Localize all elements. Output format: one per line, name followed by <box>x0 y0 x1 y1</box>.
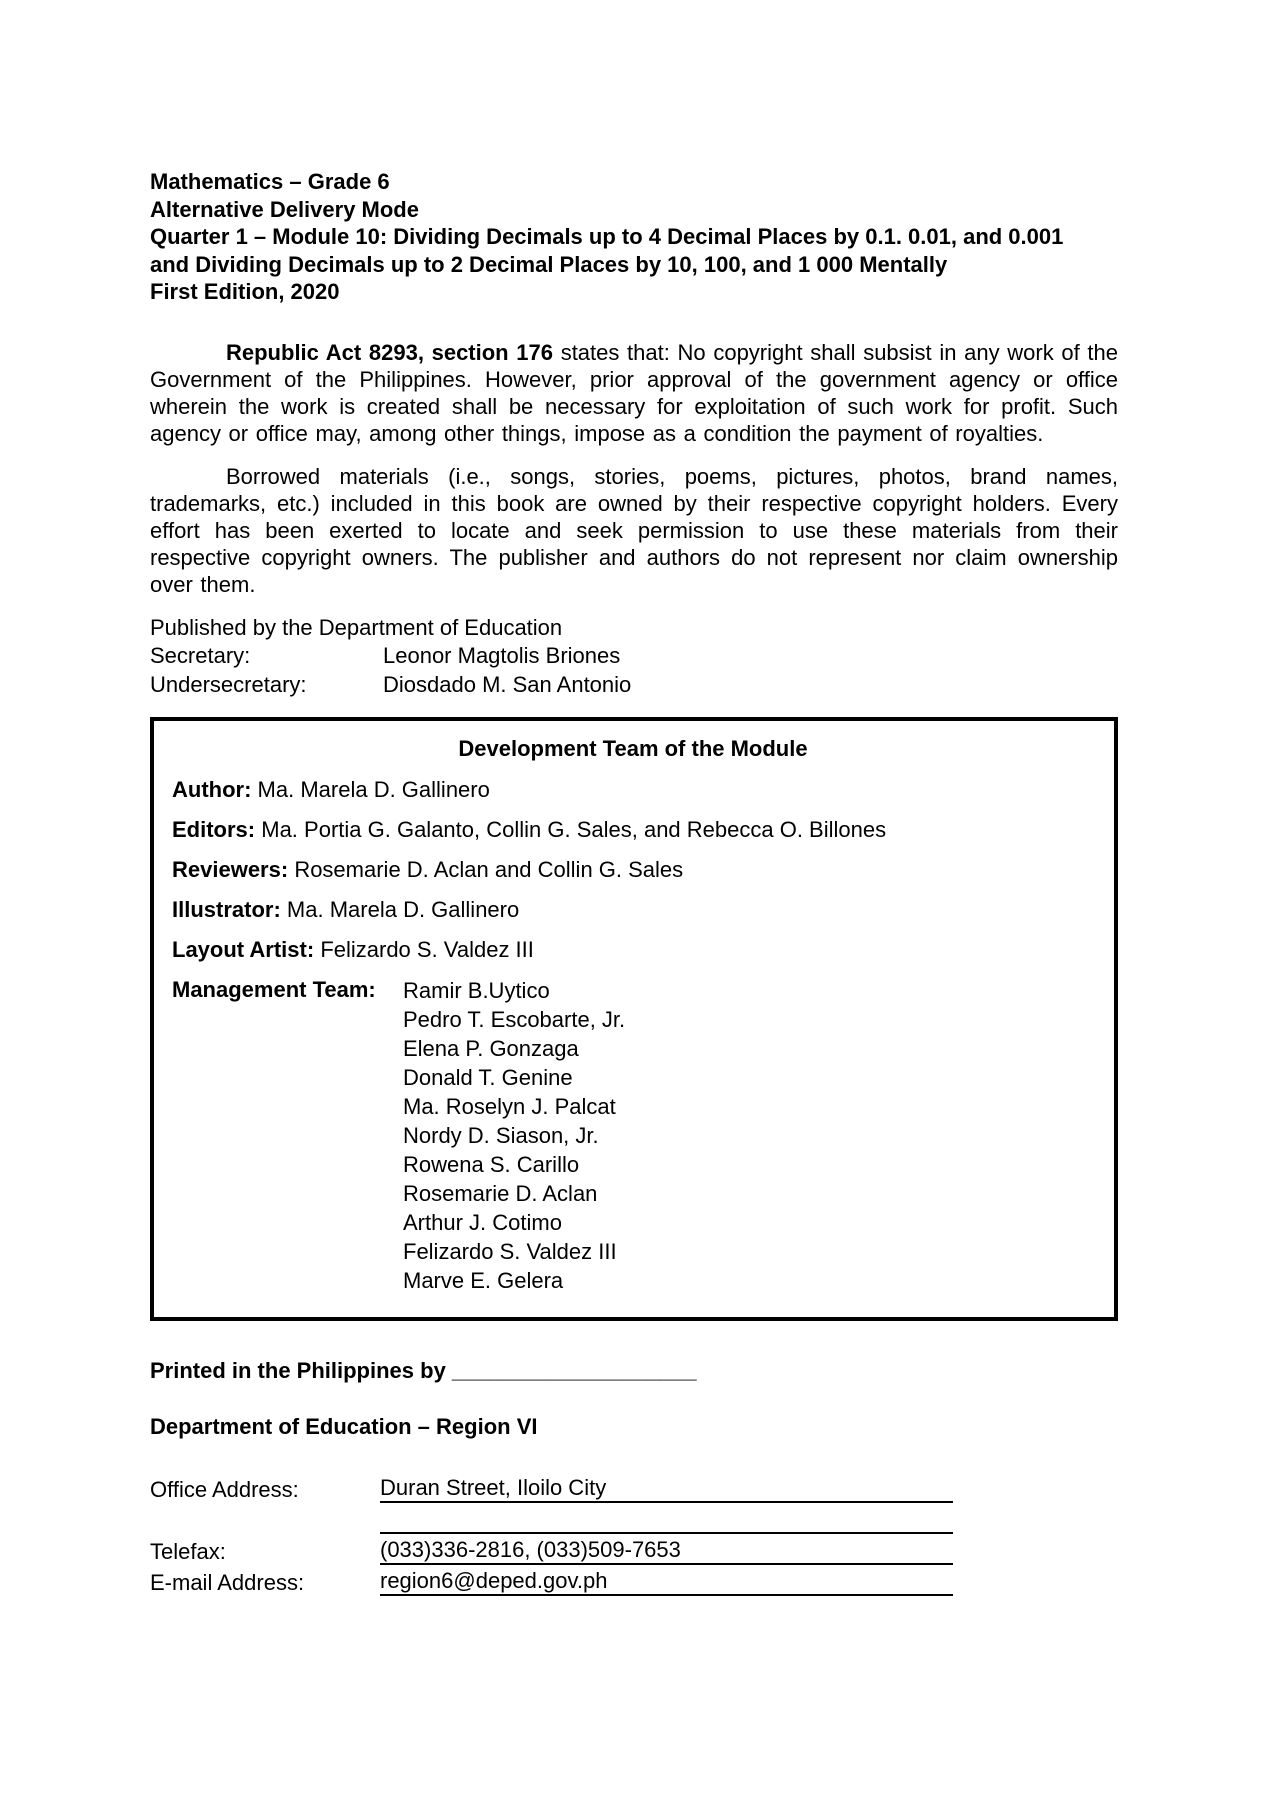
header-line-module-title: Quarter 1 – Module 10: Dividing Decimals up to 4 Decimal Places by 0.1. 0.01, and 0.001 <box>150 224 1064 249</box>
management-team-entry <box>172 976 1094 1295</box>
reviewers-label: Reviewers: <box>172 857 289 882</box>
team-entry-author <box>172 776 1094 803</box>
management-name: Donald T. Genine <box>403 1065 573 1090</box>
team-entry-editors <box>172 816 1094 843</box>
management-name: Rowena S. Carillo <box>403 1152 580 1177</box>
illustrator-value: Ma. Marela D. Gallinero <box>286 897 520 922</box>
management-name: Ramir B.Uytico <box>403 978 550 1003</box>
borrowed-materials-paragraph: Borrowed materials (i.e., songs, stories, poems, pictures, photos, brand names, trademarks, etc.) included in this book are owned by their respective copyright holders. Every effort has been exerted to locate and seek permission to use these materials from their respective copyright owners. The publisher and authors do not represent nor claim ownership over them. <box>150 463 1118 597</box>
undersecretary-label: Undersecretary: <box>150 671 307 697</box>
field-row-telefax <box>150 1534 1118 1565</box>
email-value: region6@deped.gov.ph <box>380 1567 953 1596</box>
header-block <box>150 168 1118 306</box>
reviewers-value: Rosemarie D. Aclan and Collin G. Sales <box>294 857 684 882</box>
department-region-line: Department of Education – Region VI <box>150 1414 538 1439</box>
management-team-names <box>403 976 1094 1295</box>
publisher-block <box>150 614 1118 700</box>
header-line-module-title-2: and Dividing Decimals up to 2 Decimal Places by 10, 100, and 1 000 Mentally <box>150 251 948 277</box>
development-team-box <box>150 717 1118 1321</box>
publisher-row-secretary <box>150 642 1118 671</box>
layout-artist-value: Felizardo S. Valdez III <box>320 937 534 962</box>
field-row-continuation <box>150 1503 1118 1534</box>
editors-value: Ma. Portia G. Galanto, Collin G. Sales, and Rebecca O. Billones <box>261 817 887 842</box>
republic-act-text: states that: No copyright shall subsist in any work of the Government of the Philippines. However, prior approval of the government agency or office wherein the work is created shall be necessary for exploitation of such work for profit. Such agency or office may, among other things, impose as a condition the payment of royalties. <box>150 339 1118 446</box>
email-label: E-mail Address: <box>150 1570 305 1595</box>
printed-by-line <box>150 1357 1118 1384</box>
management-name: Ma. Roselyn J. Palcat <box>403 1094 616 1119</box>
team-entry-layout-artist <box>172 936 1094 963</box>
management-name: Nordy D. Siason, Jr. <box>403 1123 599 1148</box>
management-name: Arthur J. Cotimo <box>403 1210 562 1235</box>
undersecretary-value: Diosdado M. San Antonio <box>383 671 632 697</box>
office-address-label: Office Address: <box>150 1477 299 1502</box>
contact-fields <box>150 1472 1118 1596</box>
management-name: Pedro T. Escobarte, Jr. <box>403 1007 626 1032</box>
development-team-title: Development Team of the Module <box>458 736 808 761</box>
header-line-subject: Mathematics – Grade 6 <box>150 169 390 194</box>
management-team-label: Management Team: <box>172 977 376 1002</box>
published-by-line <box>150 614 1118 643</box>
printed-by-text: Printed in the Philippines by <box>150 1358 452 1383</box>
secretary-label: Secretary: <box>150 643 251 668</box>
management-name: Felizardo S. Valdez III <box>403 1239 617 1264</box>
telefax-label: Telefax: <box>150 1539 226 1564</box>
illustrator-label: Illustrator: <box>172 897 281 922</box>
continuation-underline <box>380 1532 953 1534</box>
management-name: Rosemarie D. Aclan <box>403 1181 598 1206</box>
telefax-value: (033)336-2816, (033)509-7653 <box>380 1536 953 1565</box>
office-address-value: Duran Street, Iloilo City <box>380 1474 953 1503</box>
printed-by-blank: ____________________ <box>451 1358 697 1383</box>
editors-label: Editors: <box>172 817 256 842</box>
header-line-edition: First Edition, 2020 <box>150 279 340 304</box>
publisher-row-undersecretary <box>150 671 1118 700</box>
layout-artist-label: Layout Artist: <box>172 937 315 962</box>
field-row-office-address <box>150 1472 1118 1503</box>
republic-act-bold: Republic Act 8293, section 176 <box>226 339 554 365</box>
field-row-email <box>150 1565 1118 1596</box>
secretary-value: Leonor Magtolis Briones <box>383 643 621 668</box>
team-entry-reviewers <box>172 856 1094 883</box>
management-name: Marve E. Gelera <box>403 1268 564 1293</box>
team-entry-illustrator <box>172 896 1094 923</box>
management-name: Elena P. Gonzaga <box>403 1036 579 1061</box>
published-by-text: Published by the Department of Education <box>150 614 563 640</box>
author-value: Ma. Marela D. Gallinero <box>257 777 490 802</box>
copyright-paragraph <box>150 339 1118 447</box>
author-label: Author: <box>172 777 252 802</box>
header-line-mode: Alternative Delivery Mode <box>150 196 419 222</box>
